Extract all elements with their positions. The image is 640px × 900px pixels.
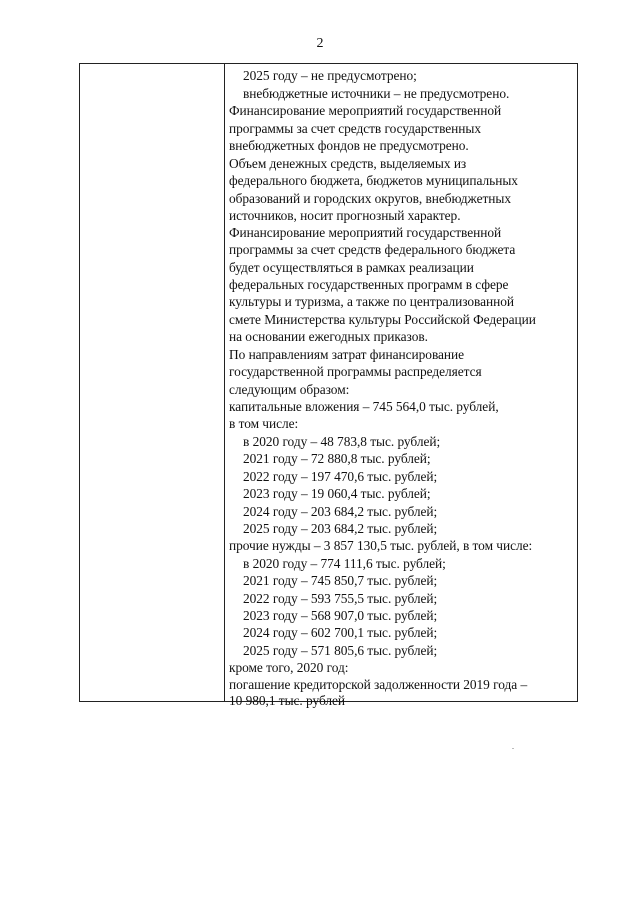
text-line: погашение кредиторской задолженности 2019 года – xyxy=(229,677,528,692)
text-line: Финансирование мероприятий государственной xyxy=(229,225,502,240)
text-line: 2025 году – 203 684,2 тыс. рублей; xyxy=(243,521,438,536)
text-line: 2025 году – 571 805,6 тыс. рублей; xyxy=(243,643,438,658)
text-line: капитальные вложения – 745 564,0 тыс. рублей, xyxy=(229,399,499,414)
text-line: 2022 году – 197 470,6 тыс. рублей; xyxy=(243,469,438,484)
text-line: в 2020 году – 48 783,8 тыс. рублей; xyxy=(243,434,441,449)
text-line: федерального бюджета, бюджетов муниципальных xyxy=(229,173,518,188)
text-line: государственной программы распределяется xyxy=(229,364,482,379)
text-line: кроме того, 2020 год: xyxy=(229,660,349,675)
text-line: 2021 году – 72 880,8 тыс. рублей; xyxy=(243,451,431,466)
text-line: культуры и туризма, а также по централизованной xyxy=(229,294,515,309)
text-line: будет осуществляться в рамках реализации xyxy=(229,260,474,275)
document-table xyxy=(79,63,578,708)
text-line: 2023 году – 19 060,4 тыс. рублей; xyxy=(243,486,431,501)
text-line: федеральных государственных программ в сфере xyxy=(229,277,509,292)
text-line: 2025 году – не предусмотрено; xyxy=(243,68,417,83)
text-line: программы за счет средств федерального бюджета xyxy=(229,242,516,257)
page-number: 2 xyxy=(316,36,324,51)
text-line: на основании ежегодных приказов. xyxy=(229,329,428,344)
text-line: 2023 году – 568 907,0 тыс. рублей; xyxy=(243,608,438,623)
text-line: Финансирование мероприятий государственной xyxy=(229,103,502,118)
text-line: в том числе: xyxy=(229,416,299,431)
text-line: в 2020 году – 774 111,6 тыс. рублей; xyxy=(243,556,446,571)
text-line: 2024 году – 203 684,2 тыс. рублей; xyxy=(243,504,438,519)
text-line: программы за счет средств государственных xyxy=(229,121,482,136)
text-line: внебюджетные источники – не предусмотрено. xyxy=(243,86,510,101)
text-line: 10 980,1 тыс. рублей xyxy=(229,693,346,708)
text-line: внебюджетных фондов не предусмотрено. xyxy=(229,138,469,153)
table-left-cell xyxy=(80,64,225,701)
text-line: Объем денежных средств, выделяемых из xyxy=(229,156,467,171)
text-line: источников, носит прогнозный характер. xyxy=(229,208,461,223)
text-line: следующим образом: xyxy=(229,382,350,397)
text-line: По направлениям затрат финансирование xyxy=(229,347,465,362)
text-line: 2022 году – 593 755,5 тыс. рублей; xyxy=(243,591,438,606)
text-line: 2021 году – 745 850,7 тыс. рублей; xyxy=(243,573,438,588)
text-line: прочие нужды – 3 857 130,5 тыс. рублей, в том числе: xyxy=(229,538,533,553)
text-line: образований и городских округов, внебюджетных xyxy=(229,191,511,206)
table-right-cell xyxy=(225,64,577,708)
text-line: смете Министерства культуры Российской Федерации xyxy=(229,312,536,327)
scan-speck xyxy=(512,748,514,749)
text-line: 2024 году – 602 700,1 тыс. рублей; xyxy=(243,625,438,640)
